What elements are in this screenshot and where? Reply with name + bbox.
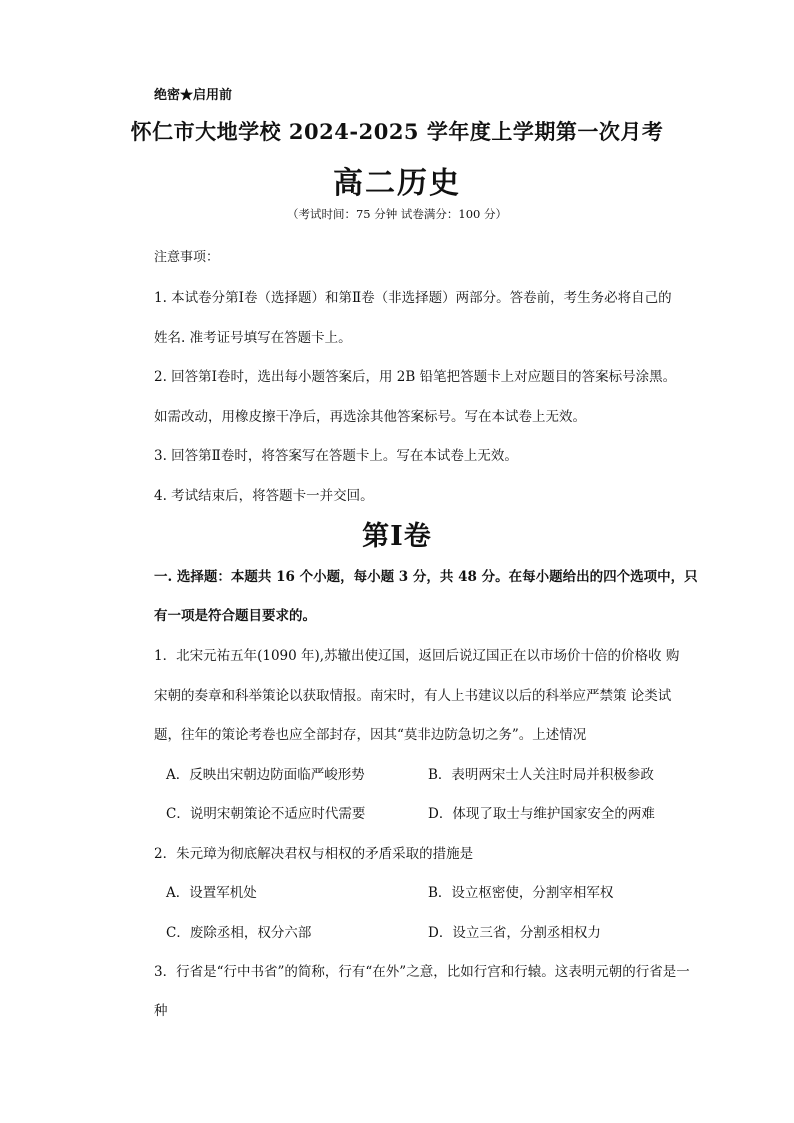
- notes-line: 2. 回答第Ⅰ卷时，选出每小题答案后，用 2B 铅笔把答题卡上对应题目的答案标号涂黑。: [154, 369, 677, 385]
- option-d: D．设立三省，分割丞相权力: [428, 925, 601, 941]
- section-title: 第Ⅰ卷: [362, 521, 432, 552]
- question-line: 宋朝的奏章和科举策论以获取情报。南宋时，有人上书建议以后的科举应严禁策 论类试: [154, 688, 672, 704]
- notes-line: 4. 考试结束后，将答题卡一并交回。: [154, 488, 374, 504]
- exam-info: （考试时间：75 分钟 试卷满分：100 分）: [286, 207, 508, 221]
- option-c: C．废除丞相，权分六部: [166, 925, 312, 941]
- question-line: 2．朱元璋为彻底解决君权与相权的矛盾采取的措施是: [154, 846, 474, 862]
- option-d: D．体现了取士与维护国家安全的两难: [428, 806, 655, 822]
- question-line: 1．北宋元祐五年(1090 年),苏辙出使辽国，返回后说辽国正在以市场价十倍的价格收 购: [154, 648, 680, 664]
- secret-label: 绝密★启用前: [154, 88, 233, 103]
- notes-line: 1. 本试卷分第Ⅰ卷（选择题）和第Ⅱ卷（非选择题）两部分。答卷前，考生务必将自己的: [154, 290, 672, 306]
- question-line: 3．行省是“行中书省”的简称，行有“在外”之意，比如行宫和行辕。这表明元朝的行省是一: [154, 964, 690, 980]
- exam-title: 怀仁市大地学校 2024-2025 学年度上学期第一次月考: [130, 119, 664, 144]
- question-line: 题，往年的策论考卷也应全部封存，因其“莫非边防急切之务”。上述情况: [154, 727, 587, 743]
- question-line: 种: [154, 1003, 168, 1019]
- subject-title: 高二历史: [333, 166, 461, 201]
- option-b: B．设立枢密使，分割宰相军权: [428, 885, 614, 901]
- option-c: C．说明宋朝策论不适应时代需要: [166, 806, 366, 822]
- notes-line: 3. 回答第Ⅱ卷时，将答案写在答题卡上。写在本试卷上无效。: [154, 448, 518, 464]
- notes-line: 姓名. 准考证号填写在答题卡上。: [154, 330, 352, 346]
- notes-line: 如需改动，用橡皮擦干净后，再选涂其他答案标号。写在本试卷上无效。: [154, 409, 586, 425]
- notes-heading: 注意事项：: [154, 250, 220, 265]
- option-a: A．设置军机处: [166, 885, 257, 901]
- option-b: B．表明两宋士人关注时局并积极参政: [428, 767, 654, 783]
- option-a: A．反映出宋朝边防面临严峻形势: [166, 767, 365, 783]
- section-intro-line: 有一项是符合题目要求的。: [154, 608, 316, 624]
- section-intro-line: 一. 选择题：本题共 16 个小题，每小题 3 分，共 48 分。在每小题给出的四个选项中，只: [154, 569, 698, 585]
